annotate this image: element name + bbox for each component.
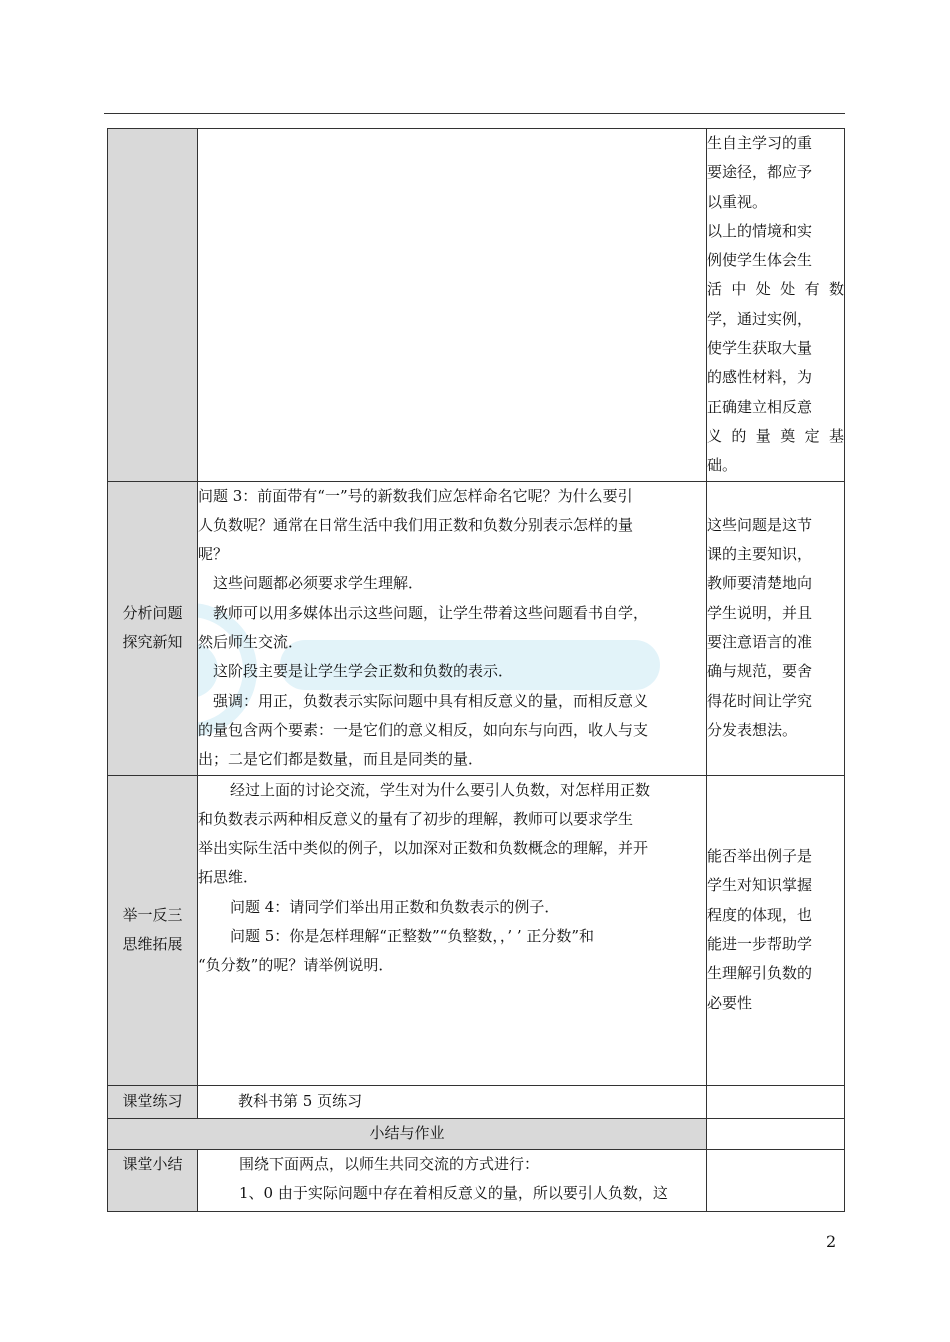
note-line: 能进一步帮助学 [707, 935, 813, 954]
content-line: 问题 4：请同学们举出用正数和负数表示的例子． [230, 897, 560, 916]
note-line: 学生对知识掌握 [707, 876, 813, 895]
note-line: 教师要清楚地向 [707, 574, 813, 593]
row-label-extension [108, 775, 198, 1085]
content-line: 教师可以用多媒体出示这些问题，让学生带着这些问题看书自学， [213, 603, 649, 622]
lesson-plan-table [107, 128, 845, 1212]
note-line: 的感性材料，为 [707, 368, 813, 387]
content-line: 1、0 由于实际问题中存在着相反意义的量，所以要引人负数，这 [239, 1183, 668, 1202]
content-line: 人负数呢？通常在日常生活中我们用正数和负数分别表示怎样的量 [198, 515, 634, 534]
note-line: 要注意语言的准 [707, 633, 813, 652]
note-line: 学，通过实例， [707, 309, 813, 328]
row-content-analysis [198, 481, 707, 775]
note-line: 要途径，都应予 [707, 163, 813, 182]
row-note-summary [707, 1149, 845, 1211]
label-line: 思维拓展 [122, 935, 183, 954]
row-note-intro [707, 129, 845, 482]
label-line: 分析问题 [122, 604, 183, 623]
note-line: 这些问题是这节 [707, 515, 813, 534]
content-line: 出；二是它们都是数量，而且是同类的量． [198, 750, 484, 769]
row-content-practice: 教科书第 5 页练习 [198, 1085, 707, 1118]
note-line: 以上的情境和实 [707, 221, 813, 240]
row-note-section [707, 1118, 845, 1149]
row-label-practice: 课堂练习 [108, 1085, 198, 1118]
row-label-summary: 课堂小结 [108, 1149, 198, 1211]
table-row-analysis [108, 481, 845, 775]
note-line: 课的主要知识， [707, 545, 813, 564]
page-number: 2 [826, 1232, 837, 1251]
content-line: 和负数表示两种相反意义的量有了初步的理解，教师可以要求学生 [198, 809, 634, 828]
table-row-extension [108, 775, 845, 1085]
header-rule [104, 113, 845, 114]
content-line: 这阶段主要是让学生学会正数和负数的表示． [213, 662, 514, 681]
note-line: 使学生获取大量 [707, 339, 813, 358]
row-content-extension [198, 775, 707, 1085]
note-line: 确与规范，要舍 [707, 662, 813, 681]
table-row-practice [108, 1085, 845, 1118]
note-line: 础。 [707, 456, 738, 475]
note-line: 必要性 [707, 993, 753, 1012]
content-line: 经过上面的讨论交流，学生对为什么要引人负数，对怎样用正数 [230, 780, 651, 799]
note-line: 能否举出例子是 [707, 847, 813, 866]
table-row-summary [108, 1149, 845, 1211]
content-line: 问题 3：前面带有“一”号的新数我们应怎样命名它呢？为什么要引 [198, 486, 633, 505]
section-title: 小结与作业 [108, 1118, 707, 1149]
content-line: 问题 5：你是怎样理解“正整数”“负整数，，’ ’ 正分数”和 [230, 927, 595, 946]
note-line: 以重视。 [707, 192, 768, 211]
row-label-analysis [108, 481, 198, 775]
content-line: 然后师生交流． [198, 633, 304, 652]
note-line: 程度的体现，也 [707, 905, 813, 924]
content-line: 呢？ [198, 545, 229, 564]
row-note-practice [707, 1085, 845, 1118]
note-line: 例使学生体会生 [707, 251, 813, 270]
row-note-extension [707, 775, 845, 1085]
content-line: 的量包含两个要素：一是它们的意义相反，如向东与向西，收人与支 [198, 720, 649, 739]
note-line: 生自主学习的重 [707, 134, 813, 152]
row-label-empty [108, 129, 198, 482]
row-note-analysis [707, 481, 845, 775]
note-line: 分发表想法。 [707, 720, 798, 739]
row-content-empty [198, 129, 707, 482]
table-row-intro [108, 129, 845, 482]
content-line: 拓思维． [198, 868, 259, 887]
note-line: 活中处处有数 [707, 280, 844, 299]
label-line: 探究新知 [122, 633, 183, 652]
note-line: 生理解引负数的 [707, 964, 813, 983]
content-line: 围绕下面两点，以师生共同交流的方式进行： [239, 1154, 540, 1173]
note-line: 得花时间让学究 [707, 691, 813, 710]
note-line: 义的量奠定基 [707, 426, 844, 445]
content-line: 举出实际生活中类似的例子，以加深对正数和负数概念的理解，并开 [198, 839, 649, 858]
note-line: 正确建立相反意 [707, 397, 813, 416]
content-line: “负分数”的呢？请举例说明． [198, 956, 394, 975]
content-line: 这些问题都必须要求学生理解． [213, 574, 424, 593]
table-row-section [108, 1118, 845, 1149]
note-line: 学生说明，并且 [707, 603, 813, 622]
row-content-summary [198, 1149, 707, 1211]
content-line: 强调：用正，负数表示实际问题中具有相反意义的量，而相反意义 [213, 691, 649, 710]
label-line: 举一反三 [122, 906, 183, 925]
